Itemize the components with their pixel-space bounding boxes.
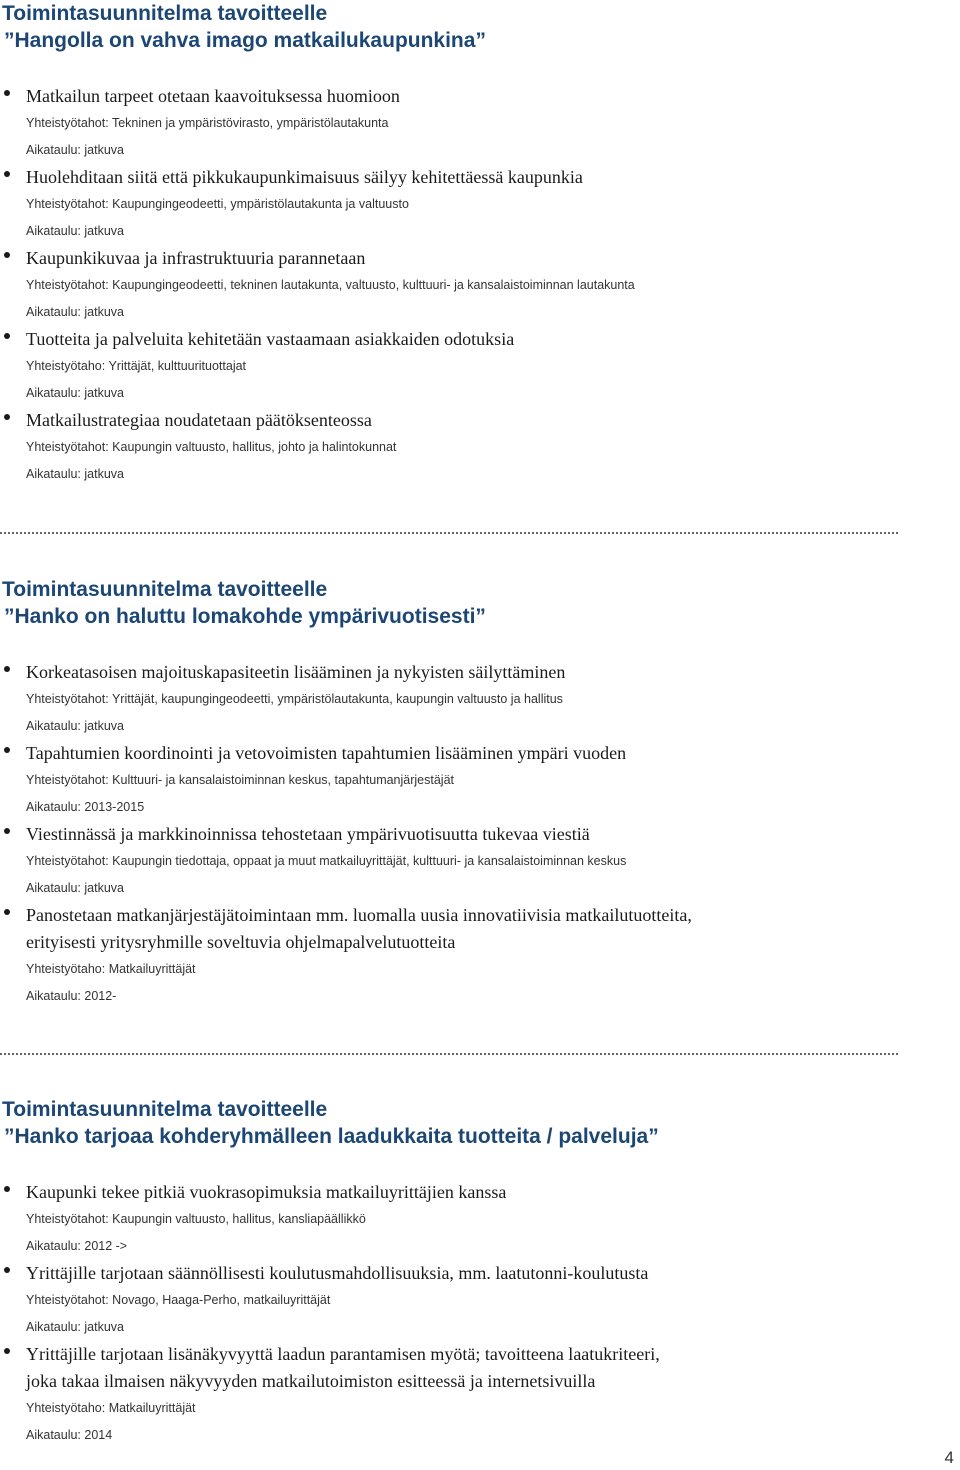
heading-text: Toimintasuunnitelma tavoitteelle [2,1098,328,1121]
action-schedule: Aikataulu: jatkuva [26,143,124,157]
bullet-icon [4,1348,10,1354]
section-heading [0,1096,905,1150]
bullet-icon [4,414,10,420]
plan-section-1 [0,0,905,488]
bullet-icon [4,90,10,96]
section-heading [0,0,905,54]
action-partners: Yhteistyötahot: Kaupungingeodeetti, ympäristölautakunta ja valtuusto [26,197,409,211]
bullet-icon [4,666,10,672]
section-heading [0,576,905,630]
action-item [0,902,905,1010]
goal-subheading: ”Hanko tarjoaa kohderyhmälleen laadukkaita tuotteita / palveluja” [4,1125,659,1148]
action-schedule: Aikataulu: jatkuva [26,881,124,895]
bullet-icon [4,1186,10,1192]
action-title: Tapahtumien koordinointi ja vetovoimisten tapahtumien lisääminen ympäri vuoden [26,743,627,763]
action-schedule: Aikataulu: jatkuva [26,719,124,733]
action-title: Kaupunki tekee pitkiä vuokrasopimuksia matkailuyrittäjien kanssa [26,1182,507,1202]
bullet-icon [4,1267,10,1273]
action-partners: Yhteistyötaho: Matkailuyrittäjät [26,1401,196,1415]
action-item [0,1179,905,1260]
action-title-continued: joka takaa ilmaisen näkyvyyden matkailutoimiston esitteessä ja internetsivuilla [26,1371,596,1391]
action-item [0,326,905,407]
bullet-icon [4,747,10,753]
heading-text: Toimintasuunnitelma tavoitteelle [2,578,328,601]
action-item [0,659,905,740]
bullet-icon [4,333,10,339]
action-partners: Yhteistyötahot: Kaupungin valtuusto, hallitus, johto ja halintokunnat [26,440,397,454]
goal-subheading: ”Hangolla on vahva imago matkailukaupunkina” [4,29,486,52]
action-item [0,407,905,488]
action-title: Tuotteita ja palveluita kehitetään vastaamaan asiakkaiden odotuksia [26,329,515,349]
action-schedule: Aikataulu: 2013-2015 [26,800,145,814]
action-schedule: Aikataulu: 2012- [26,989,117,1003]
action-list [0,83,905,488]
action-partners: Yhteistyötahot: Tekninen ja ympäristövirasto, ympäristölautakunta [26,116,389,130]
action-title: Yrittäjille tarjotaan säännöllisesti koulutusmahdollisuuksia, mm. laatutonni-koulutusta [26,1263,649,1283]
action-schedule: Aikataulu: jatkuva [26,1320,124,1334]
action-schedule: Aikataulu: jatkuva [26,305,124,319]
action-title-continued: erityisesti yritysryhmille soveltuvia ohjelmapalvelutuotteita [26,932,456,952]
action-title: Matkailun tarpeet otetaan kaavoituksessa huomioon [26,86,400,106]
action-title: Panostetaan matkanjärjestäjätoimintaan mm. luomalla uusia innovatiivisia matkailutuotteita, [26,905,692,925]
action-item [0,164,905,245]
section-divider [0,532,898,534]
plan-section-2 [0,576,905,1010]
bullet-icon [4,909,10,915]
action-item [0,245,905,326]
action-partners: Yhteistyötahot: Kulttuuri- ja kansalaistoiminnan keskus, tapahtumanjärjestäjät [26,773,455,787]
action-partners: Yhteistyötahot: Kaupungin valtuusto, hallitus, kansliapäällikkö [26,1212,366,1226]
action-partners: Yhteistyötahot: Yrittäjät, kaupungingeodeetti, ympäristölautakunta, kaupungin valtuusto ja hallitus [26,692,563,706]
plan-section-3 [0,1096,905,1449]
goal-subheading: ”Hanko on haluttu lomakohde ympärivuotisesti” [4,605,486,628]
page-number: 4 [944,1448,954,1467]
action-item [0,1341,905,1449]
action-item [0,821,905,902]
action-item [0,740,905,821]
action-partners: Yhteistyötahot: Novago, Haaga-Perho, matkailuyrittäjät [26,1293,331,1307]
bullet-icon [4,252,10,258]
action-partners: Yhteistyötaho: Matkailuyrittäjät [26,962,196,976]
action-title: Huolehditaan siitä että pikkukaupunkimaisuus säilyy kehitettäessä kaupunkia [26,167,583,187]
action-title: Matkailustrategiaa noudatetaan päätöksenteossa [26,410,372,430]
action-schedule: Aikataulu: jatkuva [26,386,124,400]
action-title: Viestinnässä ja markkinoinnissa tehostetaan ympärivuotisuutta tukevaa viestiä [26,824,590,844]
action-partners: Yhteistyötahot: Kaupungingeodeetti, tekninen lautakunta, valtuusto, kulttuuri- ja kansalaistoiminnan lautakunta [26,278,635,292]
heading-text: Toimintasuunnitelma tavoitteelle [2,2,328,25]
action-title: Kaupunkikuvaa ja infrastruktuuria parannetaan [26,248,366,268]
section-divider [0,1053,898,1055]
bullet-icon [4,828,10,834]
action-partners: Yhteistyötahot: Kaupungin tiedottaja, oppaat ja muut matkailuyrittäjät, kulttuuri- ja kansalaistoiminnan keskus [26,854,627,868]
action-partners: Yhteistyötaho: Yrittäjät, kulttuurituottajat [26,359,247,373]
action-schedule: Aikataulu: 2012 -> [26,1239,128,1253]
action-schedule: Aikataulu: jatkuva [26,467,124,481]
action-title: Yrittäjille tarjotaan lisänäkyvyyttä laadun parantamisen myötä; tavoitteena laatukriteeri, [26,1344,660,1364]
action-title: Korkeatasoisen majoituskapasiteetin lisääminen ja nykyisten säilyttäminen [26,662,566,682]
bullet-icon [4,171,10,177]
action-schedule: Aikataulu: 2014 [26,1428,113,1442]
action-item [0,83,905,164]
action-item [0,1260,905,1341]
action-list [0,1179,905,1449]
action-list [0,659,905,1010]
action-schedule: Aikataulu: jatkuva [26,224,124,238]
